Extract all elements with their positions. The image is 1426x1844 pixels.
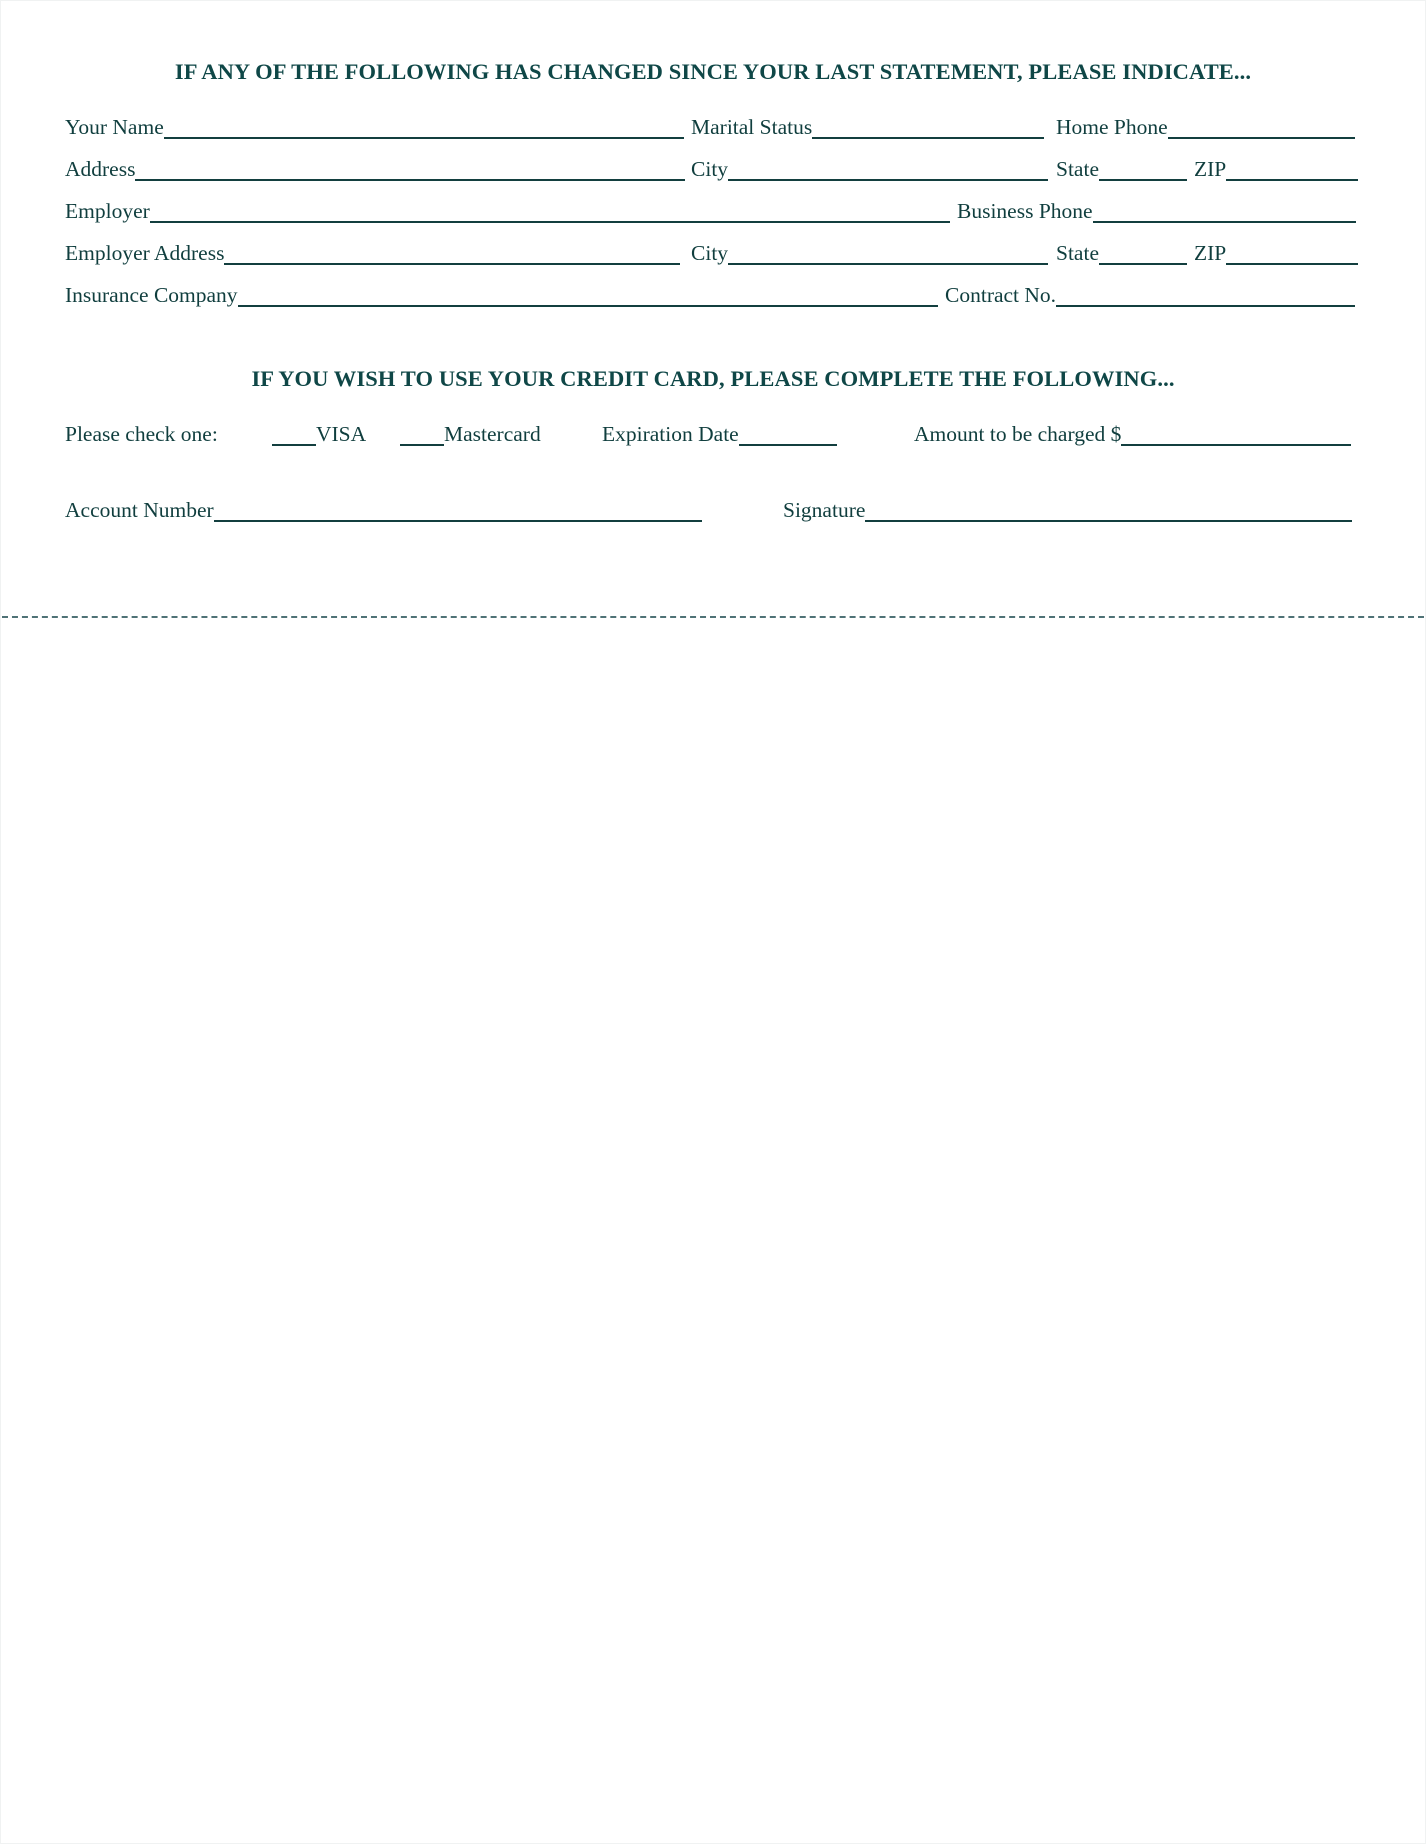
business-phone-field[interactable]: [957, 196, 1356, 226]
zip-input[interactable]: [1226, 153, 1358, 181]
your-name-label: Your Name: [65, 115, 164, 139]
state-field[interactable]: [1056, 154, 1187, 184]
check-one-label: Please check one:: [65, 422, 218, 446]
address-label: Address: [65, 157, 136, 181]
state-input[interactable]: [1099, 153, 1187, 181]
employer-address-label: Employer Address: [65, 241, 225, 265]
row-account: [65, 495, 1360, 525]
mastercard-label: Mastercard: [444, 422, 541, 446]
visa-label: VISA: [316, 422, 367, 446]
home-phone-input[interactable]: [1168, 111, 1355, 139]
business-phone-input[interactable]: [1093, 195, 1356, 223]
business-phone-label: Business Phone: [957, 199, 1093, 223]
account-number-input[interactable]: [214, 494, 702, 522]
marital-status-label: Marital Status: [691, 115, 813, 139]
expiration-date-field[interactable]: [602, 419, 837, 449]
employer-field[interactable]: [65, 196, 950, 226]
your-name-input[interactable]: [164, 111, 684, 139]
marital-status-field[interactable]: [691, 112, 1044, 142]
employer-zip-input[interactable]: [1226, 237, 1358, 265]
home-phone-field[interactable]: [1056, 112, 1355, 142]
employer-city-field[interactable]: [691, 238, 1048, 268]
row-card-type: [65, 419, 1360, 449]
change-section-heading: IF ANY OF THE FOLLOWING HAS CHANGED SINCE YOUR LAST STATEMENT, PLEASE INDICATE...: [174, 59, 1252, 84]
signature-input[interactable]: [865, 494, 1352, 522]
city-input[interactable]: [728, 153, 1048, 181]
row-insurance: [65, 280, 1360, 310]
employer-zip-label: ZIP: [1194, 241, 1227, 265]
your-name-field[interactable]: [65, 112, 684, 142]
contract-no-label: Contract No.: [945, 283, 1057, 307]
tear-line-divider: [2, 616, 1424, 618]
employer-address-input[interactable]: [224, 237, 680, 265]
credit-section-heading: IF YOU WISH TO USE YOUR CREDIT CARD, PLEASE COMPLETE THE FOLLOWING...: [251, 366, 1175, 391]
insurance-company-input[interactable]: [238, 279, 938, 307]
signature-field[interactable]: [783, 495, 1352, 525]
employer-label: Employer: [65, 199, 150, 223]
employer-state-field[interactable]: [1056, 238, 1187, 268]
employer-input[interactable]: [150, 195, 950, 223]
mastercard-option[interactable]: [400, 419, 541, 449]
account-number-label: Account Number: [65, 498, 214, 522]
amount-input[interactable]: [1121, 418, 1351, 446]
home-phone-label: Home Phone: [1056, 115, 1168, 139]
city-field[interactable]: [691, 154, 1048, 184]
contract-no-input[interactable]: [1056, 279, 1355, 307]
row-employer-address: [65, 238, 1360, 268]
employer-state-input[interactable]: [1099, 237, 1187, 265]
visa-option[interactable]: [272, 419, 366, 449]
amount-field[interactable]: [914, 419, 1351, 449]
city-label: City: [691, 157, 729, 181]
address-field[interactable]: [65, 154, 685, 184]
expiration-date-label: Expiration Date: [602, 422, 739, 446]
address-input[interactable]: [135, 153, 685, 181]
employer-state-label: State: [1056, 241, 1099, 265]
row-employer: [65, 196, 1360, 226]
insurance-company-label: Insurance Company: [65, 283, 238, 307]
employer-city-label: City: [691, 241, 729, 265]
signature-label: Signature: [783, 498, 866, 522]
account-number-field[interactable]: [65, 495, 702, 525]
row-name: [65, 112, 1360, 142]
state-label: State: [1056, 157, 1099, 181]
marital-status-input[interactable]: [812, 111, 1044, 139]
expiration-date-input[interactable]: [739, 418, 837, 446]
employer-zip-field[interactable]: [1194, 238, 1358, 268]
insurance-company-field[interactable]: [65, 280, 938, 310]
visa-checkbox[interactable]: [272, 418, 316, 446]
amount-label: Amount to be charged $: [914, 422, 1122, 446]
contract-no-field[interactable]: [945, 280, 1355, 310]
employer-city-input[interactable]: [728, 237, 1048, 265]
zip-label: ZIP: [1194, 157, 1227, 181]
row-address: [65, 154, 1360, 184]
employer-address-field[interactable]: [65, 238, 680, 268]
check-one: [65, 419, 218, 449]
zip-field[interactable]: [1194, 154, 1358, 184]
mastercard-checkbox[interactable]: [400, 418, 444, 446]
